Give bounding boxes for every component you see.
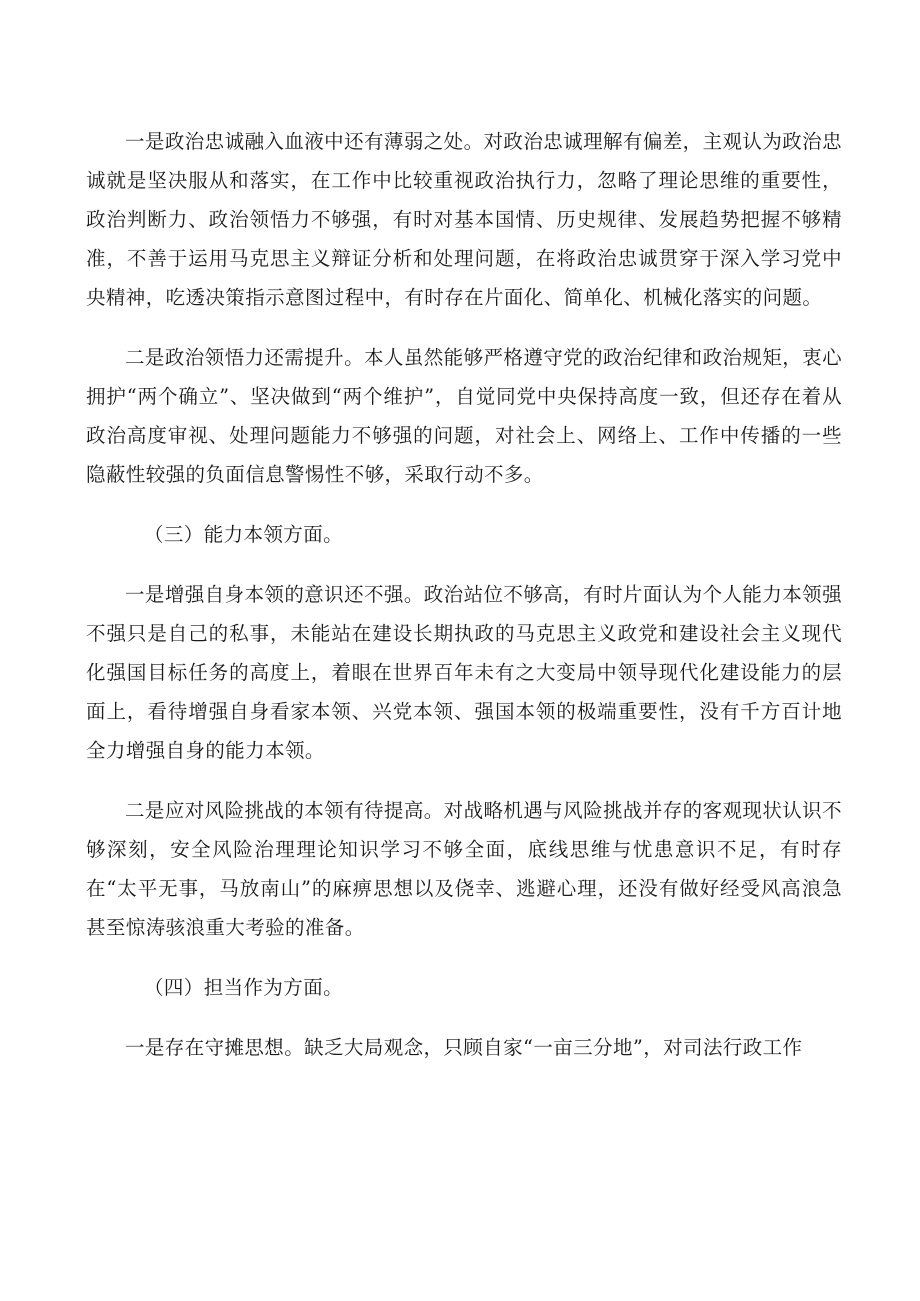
document-body bbox=[86, 122, 842, 1088]
section-heading-responsibility: （四）担当作为方面。 bbox=[144, 976, 344, 999]
paragraph-self-improvement: 一是增强自身本领的意识还不强。政治站位不够高，有时片面认为个人能力本领强不强只是自己的私事，未能站在建设长期执政的马克思主义政党和建设社会主义现代化强国目标任务的高度上，着眼在世界百年未有之大变局中领导现代化建设能力的层面上，看待增强自身看家本领、兴党本领、强国本领的极端重要性，没有千方百计地全力增强自身的能力本领。 bbox=[86, 583, 842, 762]
section-heading-ability: （三）能力本领方面。 bbox=[144, 523, 344, 546]
paragraph-conservative-mindset: 一是存在守摊思想。缺乏大局观念，只顾自家“一亩三分地”，对司法行政工作 bbox=[125, 1036, 803, 1059]
paragraph-political-loyalty: 一是政治忠诚融入血液中还有薄弱之处。对政治忠诚理解有偏差，主观认为政治忠诚就是坚决服从和落实，在工作中比较重视政治执行力，忽略了理论思维的重要性，政治判断力、政治领悟力不够强，有时对基本国情、历史规律、发展趋势把握不够精准，不善于运用马克思主义辩证分析和处理问题，在将政治忠诚贯穿于深入学习党中央精神，吃透决策指示意图过程中，有时存在片面化、简单化、机械化落实的问题。 bbox=[86, 130, 842, 309]
paragraph-political-comprehension: 二是政治领悟力还需提升。本人虽然能够严格遵守党的政治纪律和政治规矩，衷心拥护“两个确立”、坚决做到“两个维护”，自觉同党中央保持高度一致，但还存在着从政治高度审视、处理问题能力不够强的问题，对社会上、网络上、工作中传播的一些隐蔽性较强的负面信息警惕性不够，采取行动不多。 bbox=[86, 346, 842, 486]
paragraph-risk-response: 二是应对风险挑战的本领有待提高。对战略机遇与风险挑战并存的客观现状认识不够深刻，安全风险治理理论知识学习不够全面，底线思维与忧患意识不足，有时存在“太平无事，马放南山”的麻痹思想以及侥幸、逃避心理，还没有做好经受风高浪急甚至惊涛骇浪重大考验的准备。 bbox=[86, 799, 842, 939]
